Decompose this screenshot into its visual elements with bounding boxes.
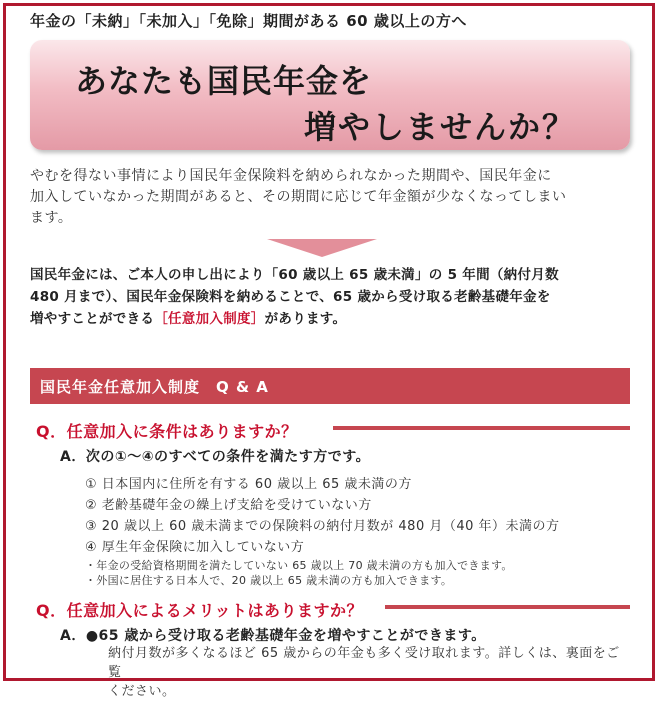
lead-line-3: [30, 308, 630, 330]
question-2: Q．任意加入によるメリットはありますか？: [36, 601, 363, 620]
question-1-rule: [333, 426, 630, 430]
qa-section-title: 国民年金任意加入制度 Q & A: [40, 378, 269, 396]
note-item: ・年金の受給資格期間を満たしていない 65 歳以上 70 歳未満の方も加入できます。: [85, 559, 513, 572]
intro-text: [30, 166, 620, 229]
answer-2: A．●65 歳から受け取る老齢基礎年金を増やすことができます。: [60, 628, 486, 644]
lead-line-1: 国民年金には、ご本人の申し出により「60 歳以上 65 歳未満」の 5 年間（納付月数: [30, 267, 559, 283]
lead-line-3-pre: 増やすことができる: [30, 311, 155, 327]
lead-text: [30, 264, 630, 330]
question-1: Q．任意加入に条件はありますか？: [36, 422, 298, 441]
answer-2-detail-line-1: 納付月数が多くなるほど 65 歳からの年金も多く受け取れます。詳しくは、裏面をご覧: [108, 646, 620, 680]
condition-item: ② 老齢基礎年金の繰上げ支給を受けていない方: [85, 498, 372, 513]
answer-2-detail-line-2: ください。: [108, 684, 176, 699]
answer-2-detail: [108, 644, 628, 701]
intro-line-1: やむを得ない事情により国民年金保険料を納められなかった期間や、国民年金に: [30, 168, 552, 184]
answer-1: A．次の①～④のすべての条件を満たす方です。: [60, 449, 371, 465]
intro-line-2: 加入していなかった期間があると、その期間に応じて年金額が少なくなってしまい: [30, 189, 567, 205]
intro-line-3: ます。: [30, 210, 73, 226]
lead-line-2: 480 月まで）、国民年金保険料を納めることで、65 歳から受け取る老齢基礎年金を: [30, 289, 551, 305]
title-banner: [30, 40, 630, 150]
banner-line-1: あなたも国民年金を: [75, 62, 373, 100]
page-header: 年金の「未納」「未加入」「免除」期間がある 60 歳以上の方へ: [30, 12, 467, 30]
lead-highlight: ［任意加入制度］: [154, 311, 265, 327]
question-2-rule: [385, 605, 630, 609]
banner-line-2: 増やしませんか？: [304, 108, 577, 146]
qa-section-bar: [30, 368, 630, 404]
down-arrow-icon: [267, 239, 377, 257]
condition-item: ① 日本国内に住所を有する 60 歳以上 65 歳未満の方: [85, 477, 412, 492]
condition-item: ④ 厚生年金保険に加入していない方: [85, 540, 305, 555]
condition-item: ③ 20 歳以上 60 歳未満までの保険料の納付月数が 480 月（40 年）未満の方: [85, 519, 560, 534]
note-item: ・外国に居住する日本人で、20 歳以上 65 歳未満の方も加入できます。: [85, 574, 453, 587]
lead-line-3-post: があります。: [264, 311, 347, 327]
